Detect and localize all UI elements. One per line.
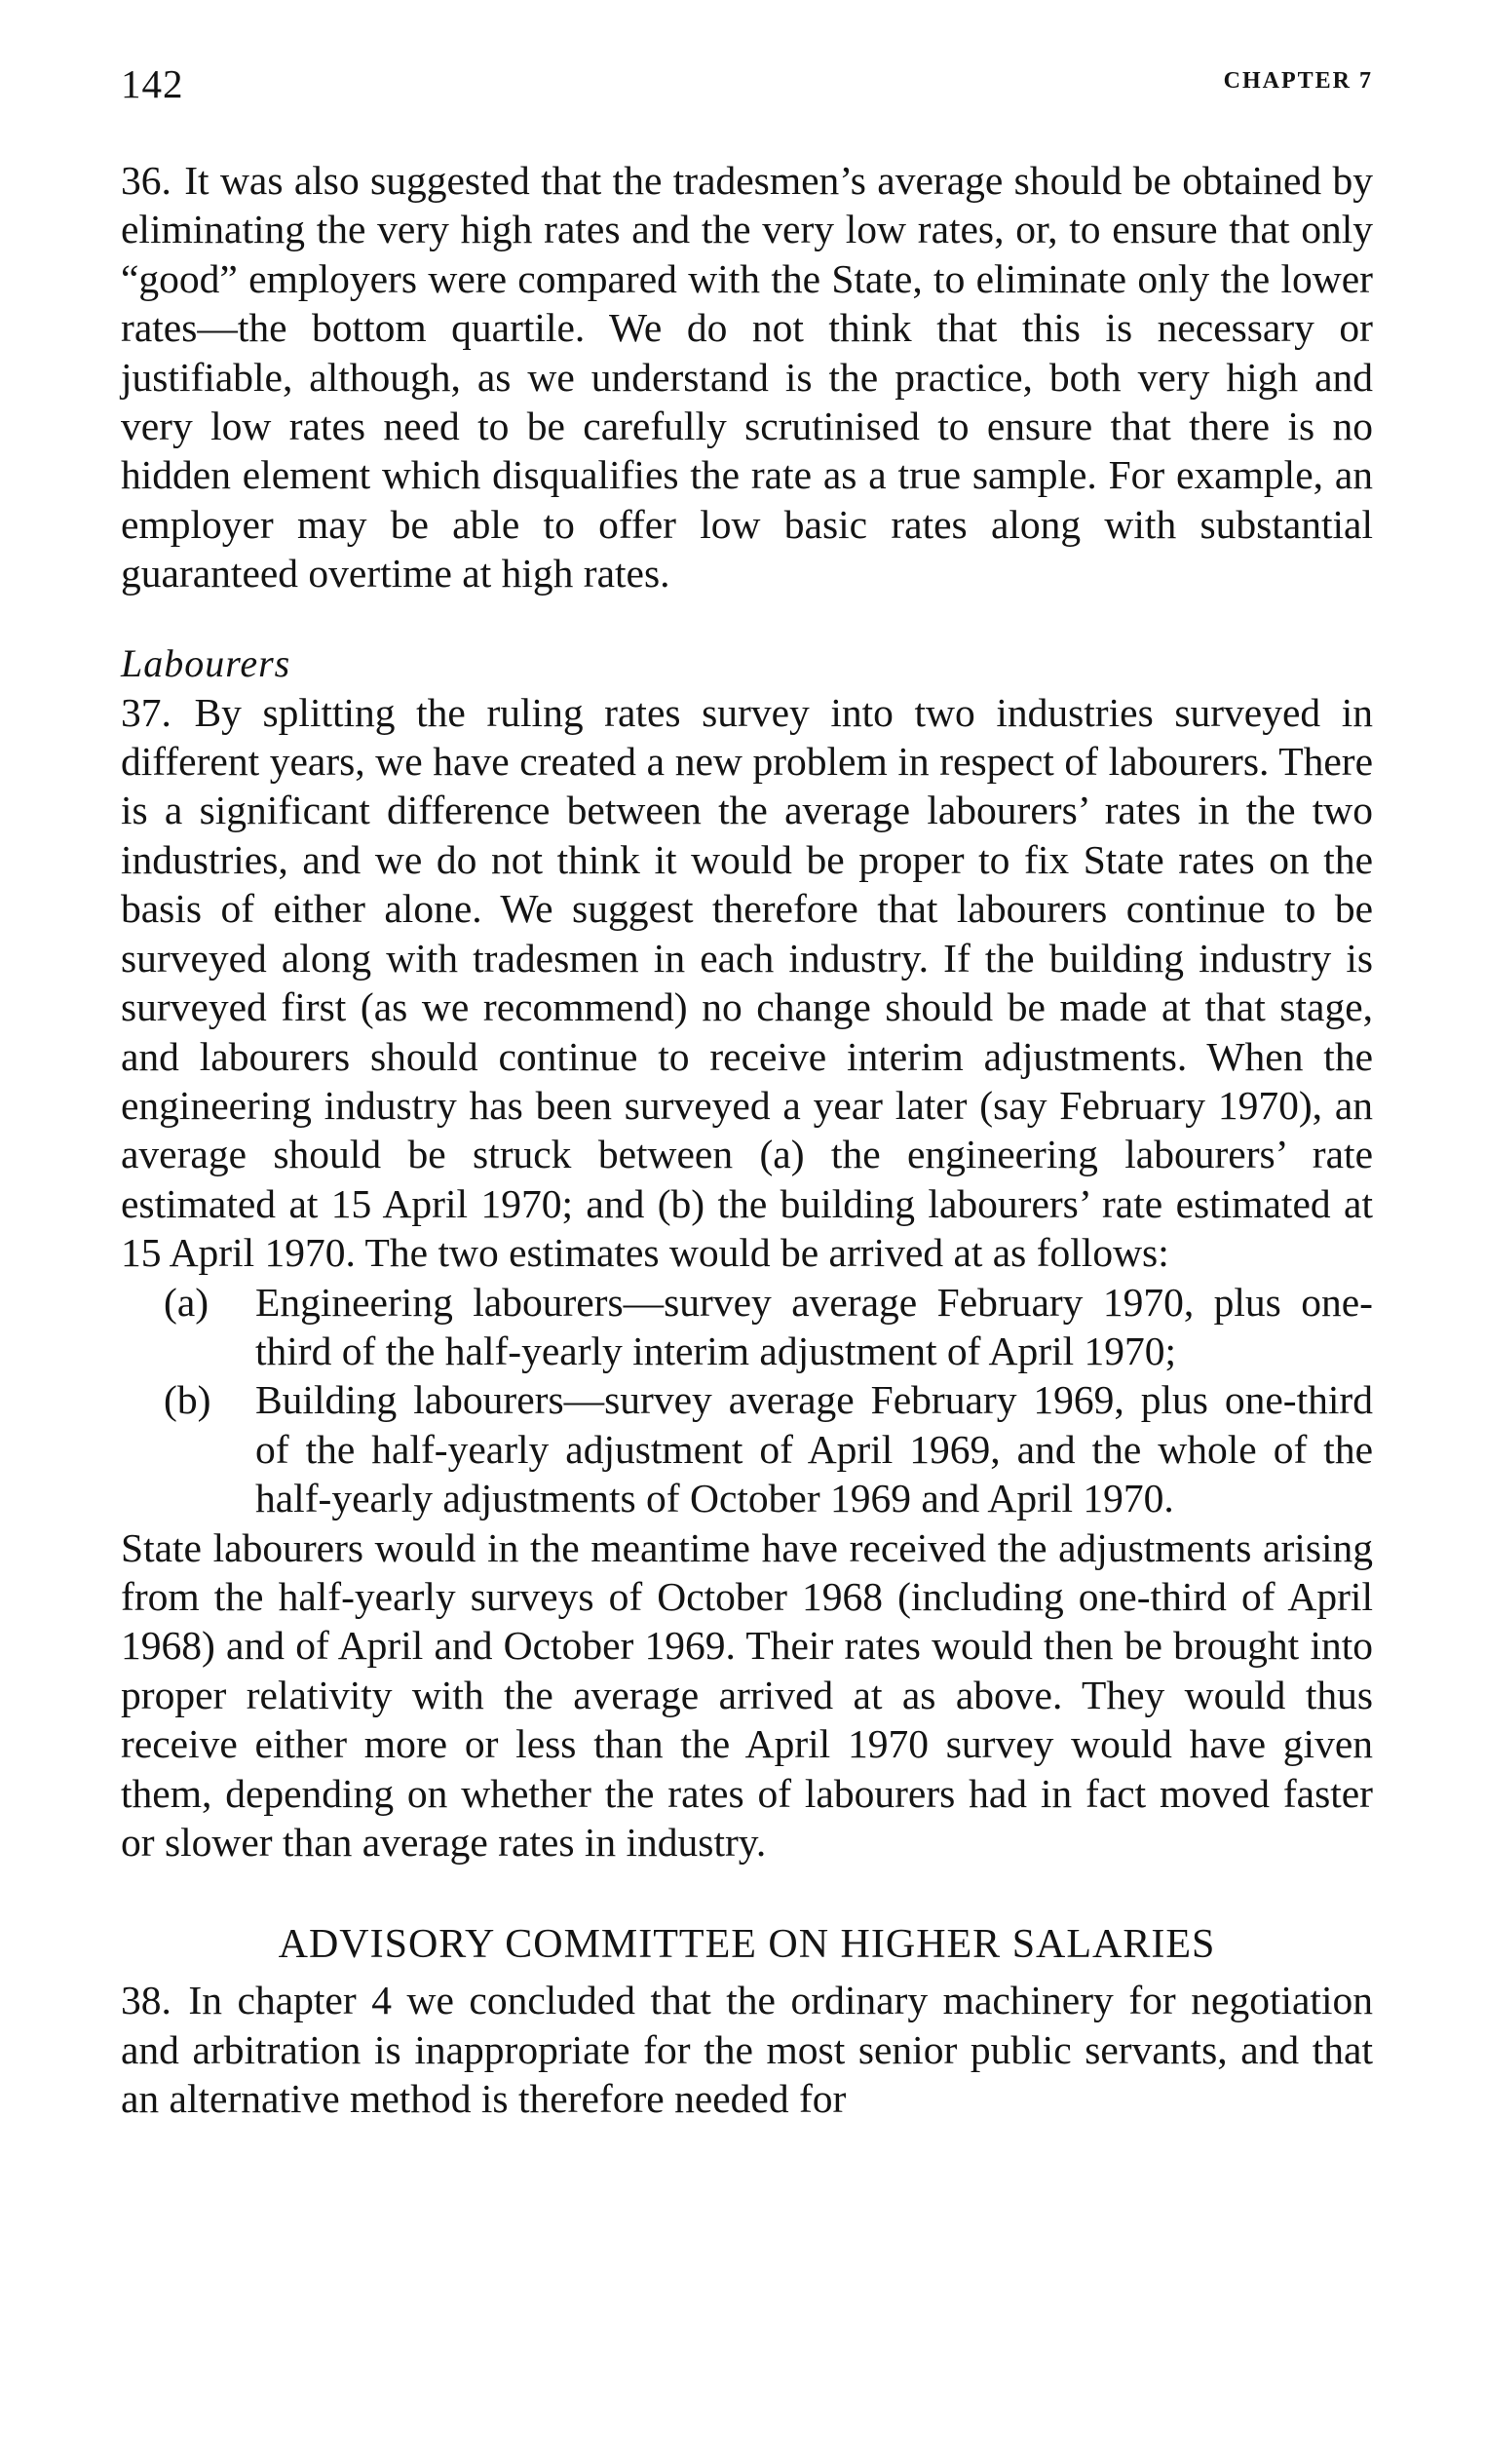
paragraph-38-text: In chapter 4 we concluded that the ordinary machinery for negotiation and arbitration is inappropriate for the most senior public servants, and that an alternative method is therefore needed for bbox=[121, 1978, 1373, 2122]
page-number: 142 bbox=[121, 61, 184, 106]
paragraph-37-text: By splitting the ruling rates survey into two industries surveyed in different years, we have created a new problem in respect of labourers. There is a significant difference between the average labourers’ rates in the two industries, and we do not think it would be proper to fix State rates on the basis of either alone. We suggest therefore that labourers continue to be surveyed along with tradesmen in each industry. If the building industry is surveyed first (as we recommend) no change should be made at that stage, and labourers should continue to receive interim adjustments. When the engineering industry has been surveyed a year later (say February 1970), an average should be struck between (a) the engineering labourers’ rate estimated at 15 April 1970; and (b) the building labourers’ rate estimated at 15 April 1970. The two estimates would be arrived at as follows: bbox=[121, 689, 1374, 1276]
list-text-a: Engineering labourers—survey average February 1970, plus one-third of the half-yearly interim adjustment of April 1970; bbox=[255, 1279, 1373, 1373]
list-text-b: Building labourers—survey average February 1969, plus one-third of the half-yearly adjustment of April 1969, and the whole of the half-yearly adjustments of October 1969 and April 1970. bbox=[255, 1377, 1373, 1521]
paragraph-36 bbox=[121, 156, 1373, 598]
paragraph-36-text: It was also suggested that the tradesmen’s average should be obtained by eliminating the very high rates and the very low rates, or, to ensure that only “good” employers were compared with the State, to eliminate only the lower rates—the bottom quartile. We do not think that this is necessary or justifiable, although, as we understand is the practice, both very high and very low rates need to be carefully scrutinised to ensure that there is no hidden element which disqualifies the rate as a true sample. For example, an employer may be able to offer low basic rates along with substantial guaranteed overtime at high rates. bbox=[121, 158, 1373, 597]
document-body bbox=[121, 156, 1373, 2124]
paragraph-37-number: 37. bbox=[121, 689, 171, 735]
list-item-b bbox=[121, 1375, 1373, 1522]
list-marker-a: (a) bbox=[164, 1279, 209, 1325]
estimates-list bbox=[121, 1278, 1373, 1523]
chapter-label: CHAPTER 7 bbox=[1223, 68, 1373, 94]
list-marker-b: (b) bbox=[164, 1377, 211, 1423]
labourers-heading: Labourers bbox=[121, 640, 291, 685]
paragraph-37-continuation: State labourers would in the meantime have received the adjustments arising from the half-yearly surveys of October 1968 (including one-third of April 1968) and of April and October 1969. Their rates would then be brought into proper relativity with the average arrived at as above. They would thus receive either more or less than the April 1970 survey would have given them, depending on whether the rates of labourers had in fact moved faster or slower than average rates in industry. bbox=[121, 1524, 1373, 1865]
committee-heading: ADVISORY COMMITTEE ON HIGHER SALARIES bbox=[278, 1922, 1216, 1968]
paragraph-38-number: 38. bbox=[121, 1978, 171, 2023]
paragraph-36-number: 36. bbox=[121, 158, 171, 203]
list-item-a bbox=[121, 1278, 1373, 1376]
paragraph-37 bbox=[121, 688, 1373, 1278]
running-head bbox=[121, 60, 1373, 119]
paragraph-38 bbox=[121, 1976, 1373, 2123]
